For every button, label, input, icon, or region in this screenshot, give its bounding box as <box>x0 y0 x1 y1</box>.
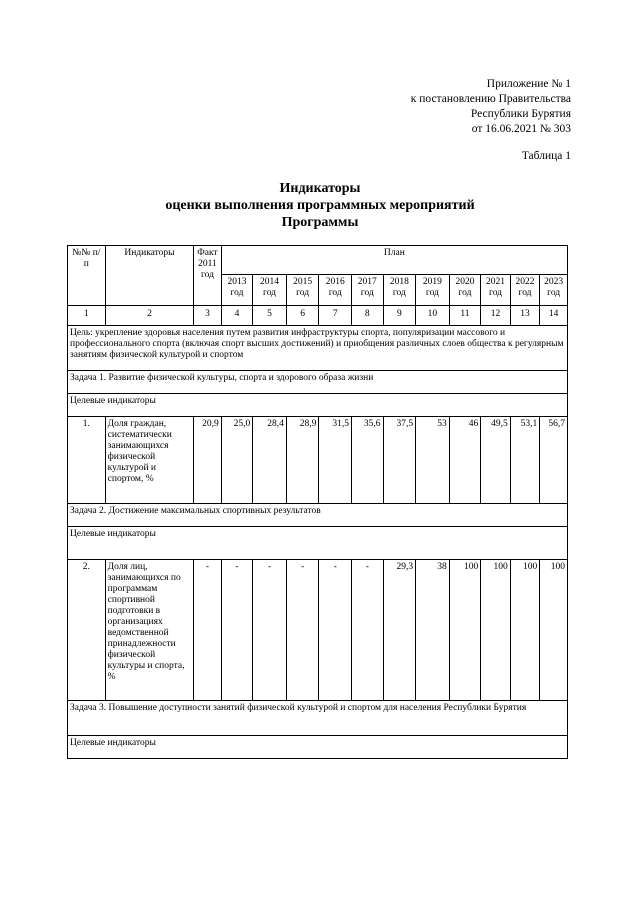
column-number: 13 <box>510 306 540 326</box>
annex-line-1: Приложение № 1 <box>486 78 571 90</box>
indicator-value: 100 <box>481 560 511 701</box>
indicator-value: 37,5 <box>383 417 416 504</box>
indicator-value: 25,0 <box>221 417 253 504</box>
indicator-value: 20,9 <box>194 417 221 504</box>
indicator-value: 100 <box>540 560 568 701</box>
task-row <box>68 504 568 527</box>
indicator-value: 46 <box>449 417 481 504</box>
indicator-row-2 <box>68 560 568 701</box>
target-indicators-row <box>68 394 568 417</box>
annex-header <box>411 77 571 137</box>
header-year: 2023 год <box>540 275 568 306</box>
column-number: 12 <box>481 306 511 326</box>
header-year: 2015 год <box>286 275 319 306</box>
annex-line-4: от 16.06.2021 № 303 <box>471 123 571 135</box>
header-row-1 <box>68 246 568 275</box>
document-title <box>0 180 640 231</box>
indicator-value: - <box>286 560 319 701</box>
header-year: 2018 год <box>383 275 416 306</box>
column-number: 14 <box>540 306 568 326</box>
target-indicators-2: Целевые индикаторы <box>68 527 568 560</box>
task-1-text: Задача 1. Развитие физической культуры, спорта и здорового образа жизни <box>68 371 568 394</box>
indicator-value: 100 <box>510 560 540 701</box>
task-row <box>68 371 568 394</box>
header-plan: План <box>221 246 567 275</box>
indicator-value: 31,5 <box>319 417 352 504</box>
column-number: 11 <box>449 306 481 326</box>
indicator-value: 38 <box>416 560 450 701</box>
header-year: 2014 год <box>253 275 287 306</box>
indicator-value: - <box>221 560 253 701</box>
column-number: 1 <box>68 306 106 326</box>
indicator-name: Доля граждан, систематически занимающихся физической культурой и спортом, % <box>105 417 194 504</box>
target-indicators-1: Целевые индикаторы <box>68 394 568 417</box>
column-number: 6 <box>286 306 319 326</box>
indicator-value: 100 <box>449 560 481 701</box>
indicator-value: 49,5 <box>481 417 511 504</box>
goal-row <box>68 326 568 371</box>
annex-line-2: к постановлению Правительства <box>410 93 571 105</box>
header-indicators: Индикаторы <box>105 246 194 306</box>
goal-text: Цель: укрепление здоровья населения путем развития инфраструктуры спорта, популяризации массового и профессионального спорта (включая спорт высших достижений) и приобщения различных слоев общества к регулярным занятиям физической культурой и спортом <box>68 326 568 371</box>
header-year: 2013 год <box>221 275 253 306</box>
indicator-value: - <box>253 560 287 701</box>
target-indicators-row <box>68 736 568 759</box>
header-year: 2016 год <box>319 275 352 306</box>
column-number: 7 <box>319 306 352 326</box>
indicator-value: 35,6 <box>352 417 384 504</box>
indicator-number: 1. <box>68 417 106 504</box>
indicator-value: 53 <box>416 417 450 504</box>
header-year: 2020 год <box>449 275 481 306</box>
column-number: 8 <box>352 306 384 326</box>
indicator-value: 29,3 <box>383 560 416 701</box>
title-line-3: Программы <box>281 215 359 230</box>
indicator-value: - <box>319 560 352 701</box>
indicators-table <box>67 245 568 759</box>
indicator-value: - <box>352 560 384 701</box>
task-row <box>68 701 568 736</box>
indicator-value: 28,9 <box>286 417 319 504</box>
indicator-value: 53,1 <box>510 417 540 504</box>
indicator-row-1 <box>68 417 568 504</box>
annex-line-3: Республики Бурятия <box>470 108 571 120</box>
target-indicators-3: Целевые индикаторы <box>68 736 568 759</box>
indicator-name: Доля лиц, занимающихся по программам спортивной подготовки в организациях ведомственной принадлежности физической культуры и спорта, % <box>105 560 194 701</box>
column-number: 9 <box>383 306 416 326</box>
header-num: №№ п/п <box>68 246 106 306</box>
column-number: 10 <box>416 306 450 326</box>
indicator-value: - <box>194 560 221 701</box>
column-number-row <box>68 306 568 326</box>
title-line-1: Индикаторы <box>279 181 361 196</box>
column-number: 3 <box>194 306 221 326</box>
header-year: 2017 год <box>352 275 384 306</box>
header-fact: Факт 2011 год <box>194 246 221 306</box>
task-3-text: Задача 3. Повышение доступности занятий физической культурой и спортом для населения Республики Бурятия <box>68 701 568 736</box>
indicator-value: 28,4 <box>253 417 287 504</box>
column-number: 4 <box>221 306 253 326</box>
indicator-value: 56,7 <box>540 417 568 504</box>
task-2-text: Задача 2. Достижение максимальных спортивных результатов <box>68 504 568 527</box>
column-number: 2 <box>105 306 194 326</box>
header-year: 2021 год <box>481 275 511 306</box>
target-indicators-row <box>68 527 568 560</box>
title-line-2: оценки выполнения программных мероприятий <box>165 198 475 213</box>
column-number: 5 <box>253 306 287 326</box>
table-label: Таблица 1 <box>521 150 571 162</box>
header-year: 2019 год <box>416 275 450 306</box>
header-year: 2022 год <box>510 275 540 306</box>
indicator-number: 2. <box>68 560 106 701</box>
